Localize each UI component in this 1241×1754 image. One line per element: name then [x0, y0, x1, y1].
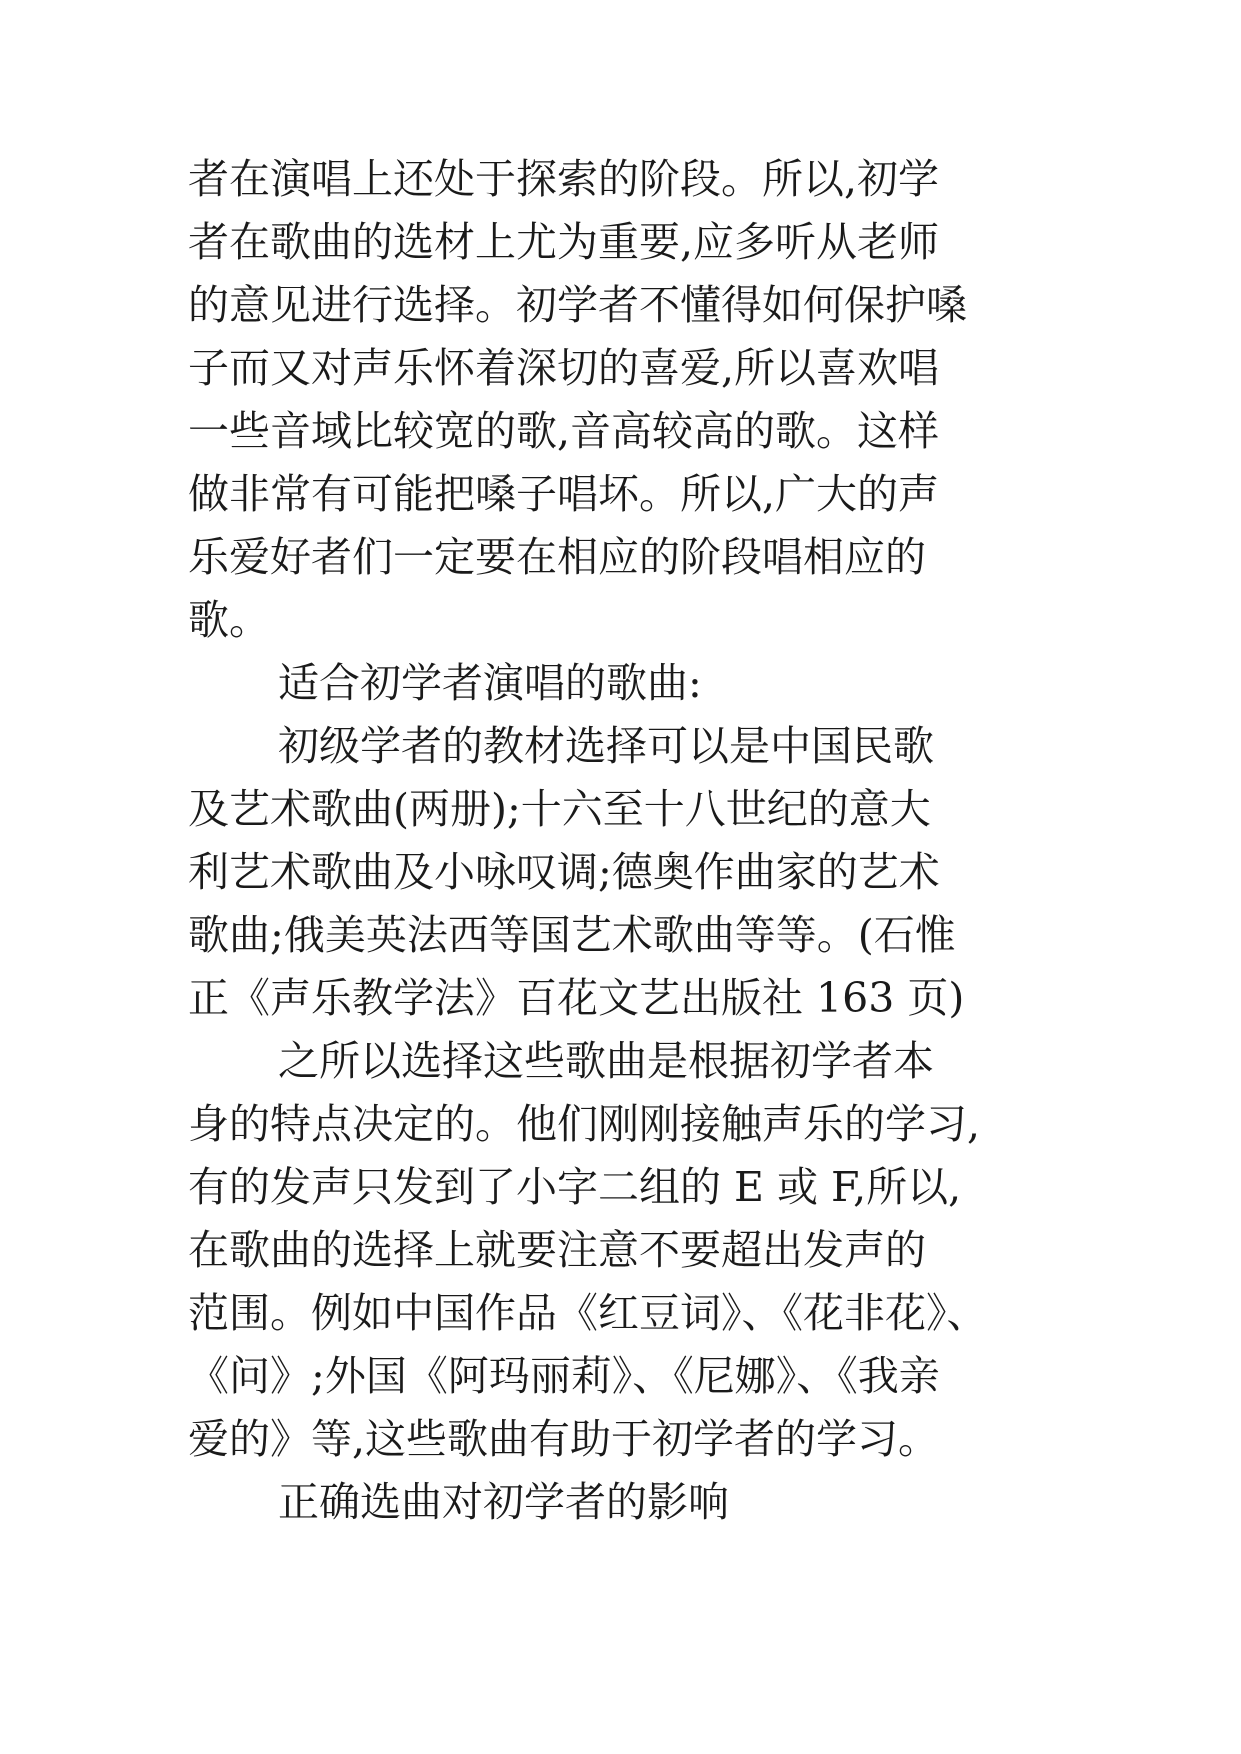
text-line: 乐爱好者们一定要在相应的阶段唱相应的	[188, 533, 926, 581]
text-line: 在歌曲的选择上就要注意不要超出发声的	[188, 1226, 926, 1274]
text-line: 做非常有可能把嗓子唱坏。所以,广大的声	[188, 470, 940, 518]
paragraph-first-line: 之所以选择这些歌曲是根据初学者本	[278, 1037, 934, 1085]
text-line: 身的特点决定的。他们刚刚接触声乐的学习,	[188, 1100, 981, 1148]
body-text	[188, 148, 1188, 1534]
text-line: 者在演唱上还处于探索的阶段。所以,初学	[188, 155, 940, 203]
text-line: 正《声乐教学法》百花文艺出版社 163 页)	[188, 974, 965, 1022]
text-line: 及艺术歌曲(两册);十六至十八世纪的意大	[188, 785, 931, 833]
text-line: 爱的》等,这些歌曲有助于初学者的学习。	[188, 1415, 940, 1463]
paragraph-first-line: 正确选曲对初学者的影响	[278, 1478, 729, 1526]
paragraph-first-line: 适合初学者演唱的歌曲:	[278, 659, 702, 707]
text-line: 有的发声只发到了小字二组的 E 或 F,所以,	[188, 1163, 962, 1211]
paragraph-first-line: 初级学者的教材选择可以是中国民歌	[278, 722, 934, 770]
text-line: 的意见进行选择。初学者不懂得如何保护嗓	[188, 281, 967, 329]
text-line: 利艺术歌曲及小咏叹调;德奥作曲家的艺术	[188, 848, 940, 896]
text-line: 子而又对声乐怀着深切的喜爱,所以喜欢唱	[188, 344, 940, 392]
text-line: 范围。例如中国作品《红豆词》、《花非花》、	[188, 1289, 988, 1337]
text-line: 歌。	[188, 596, 270, 644]
text-line: 者在歌曲的选材上尤为重要,应多听从老师	[188, 218, 940, 266]
text-line: 歌曲;俄美英法西等国艺术歌曲等等。(石惟	[188, 911, 956, 959]
text-line: 《问》;外国《阿玛丽莉》、《尼娜》、《我亲	[188, 1352, 940, 1400]
text-line: 一些音域比较宽的歌,音高较高的歌。这样	[188, 407, 940, 455]
